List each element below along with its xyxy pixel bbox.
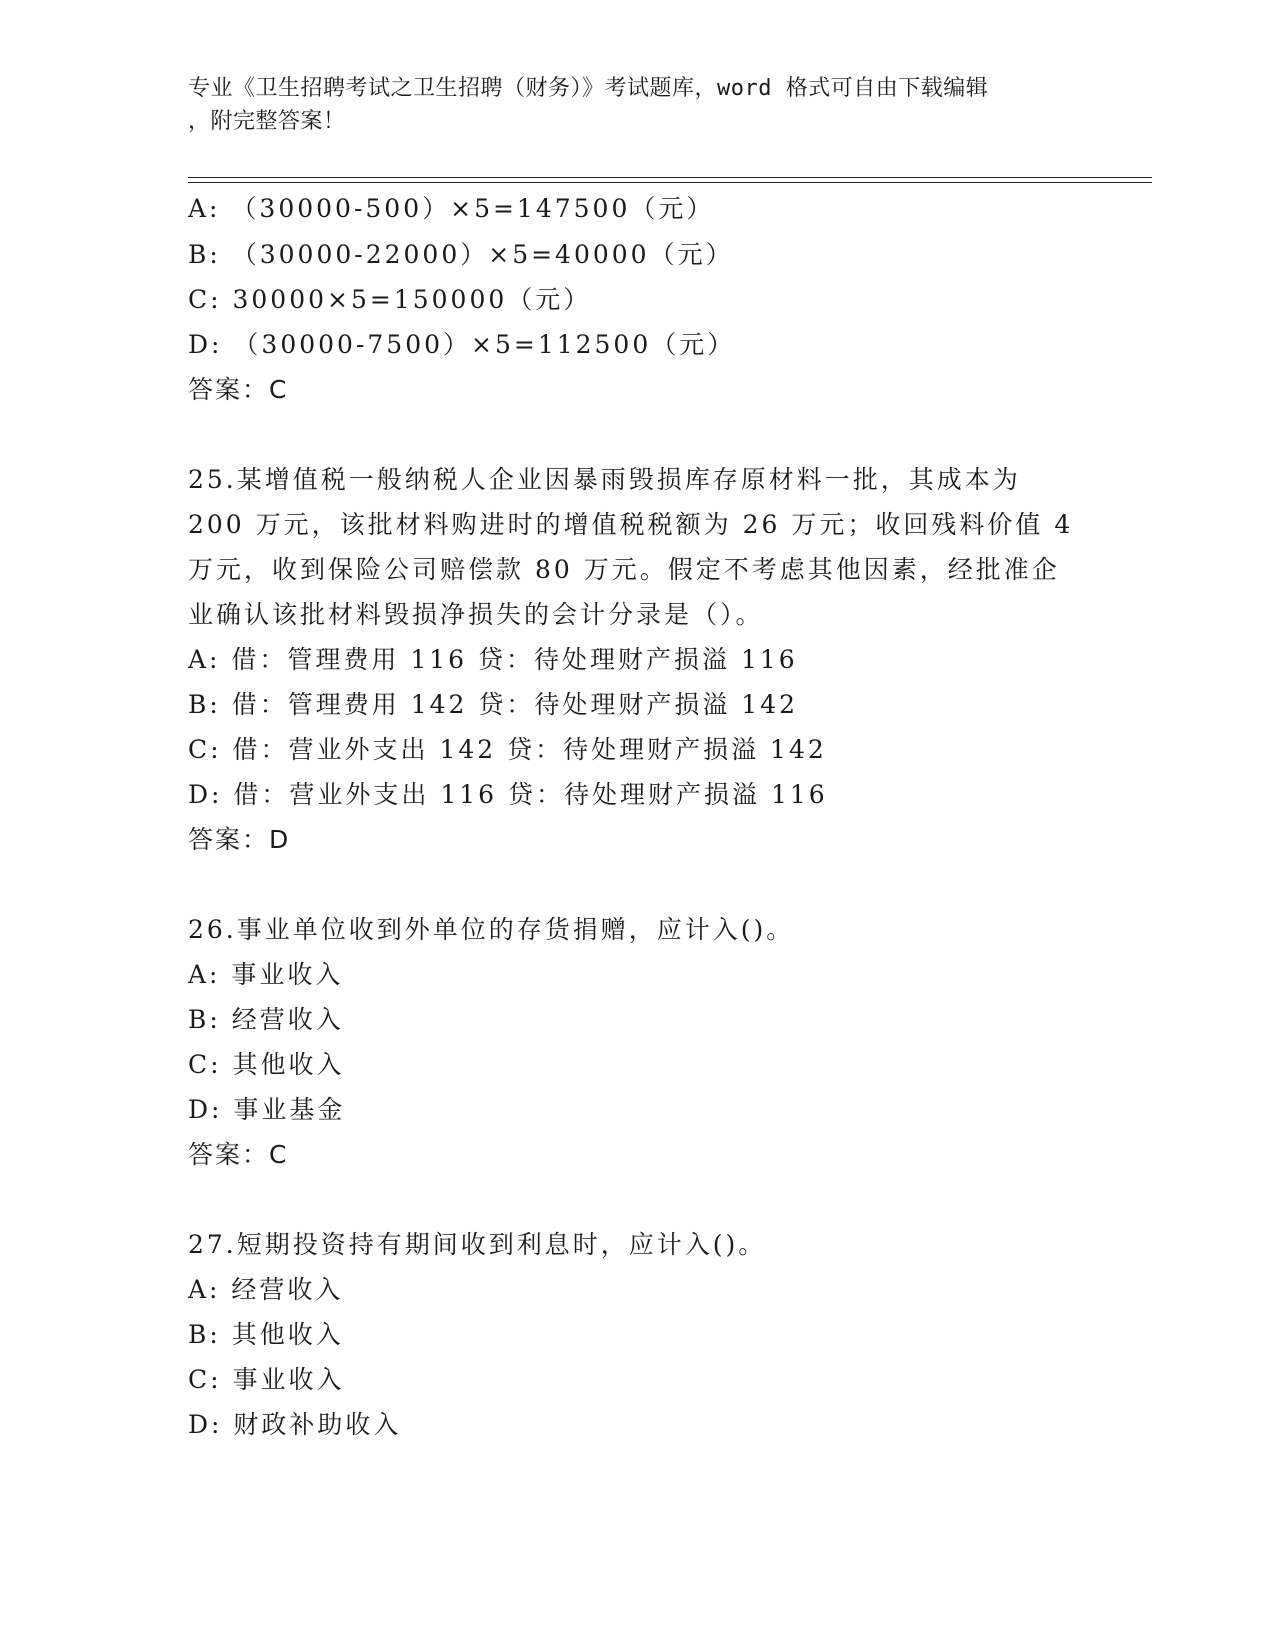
q26-option-c: C: 其他收入 [188, 1050, 345, 1079]
q27-option-d: D: 财政补助收入 [188, 1410, 402, 1439]
q25-answer: 答案：D [188, 825, 291, 854]
q25-option-a: A: 借：管理费用 116 贷：待处理财产损溢 116 [188, 645, 798, 674]
header-line-1: 专业《卫生招聘考试之卫生招聘（财务）》考试题库，word 格式可自由下载编辑 [188, 76, 989, 101]
q25-option-b: B: 借：管理费用 142 贷：待处理财产损溢 142 [188, 690, 799, 719]
header-divider-bottom [188, 182, 1152, 183]
document-header [188, 72, 1068, 138]
header-line-2: ，附完整答案！ [188, 109, 346, 134]
q24-option-a: A: （30000-500）×5=147500（元） [188, 194, 715, 223]
q26-stem: 26.事业单位收到外单位的存货捐赠，应计入()。 [188, 915, 795, 944]
q27-stem: 27.短期投资持有期间收到利息时，应计入()。 [188, 1230, 767, 1259]
q25-stem-line-1: 25.某增值税一般纳税人企业因暴雨毁损库存原材料一批，其成本为 [188, 465, 1021, 494]
q24-option-d: D: （30000-7500）×5=112500（元） [188, 330, 736, 359]
q24-option-b: B: （30000-22000）×5=40000（元） [188, 240, 734, 269]
header-divider-top [188, 177, 1152, 178]
q24-option-c: C: 30000×5=150000（元） [188, 285, 592, 314]
q27-option-b: B: 其他收入 [188, 1320, 344, 1349]
q26-option-d: D: 事业基金 [188, 1095, 346, 1124]
q24-answer: 答案：C [188, 375, 289, 404]
q26-answer: 答案：C [188, 1140, 289, 1169]
q25-stem-line-2: 200 万元，该批材料购进时的增值税税额为 26 万元；收回残料价值 4 [188, 510, 1074, 539]
q27-option-a: A: 经营收入 [188, 1275, 344, 1304]
q26-option-b: B: 经营收入 [188, 1005, 344, 1034]
q26-option-a: A: 事业收入 [188, 960, 344, 989]
q25-stem-line-3: 万元，收到保险公司赔偿款 80 万元。假定不考虑其他因素，经批准企 [188, 555, 1060, 584]
q25-option-d: D: 借：营业外支出 116 贷：待处理财产损溢 116 [188, 780, 828, 809]
q25-stem-line-4: 业确认该批材料毁损净损失的会计分录是（）。 [188, 600, 764, 629]
q25-option-c: C: 借：营业外支出 142 贷：待处理财产损溢 142 [188, 735, 827, 764]
q27-option-c: C: 事业收入 [188, 1365, 345, 1394]
